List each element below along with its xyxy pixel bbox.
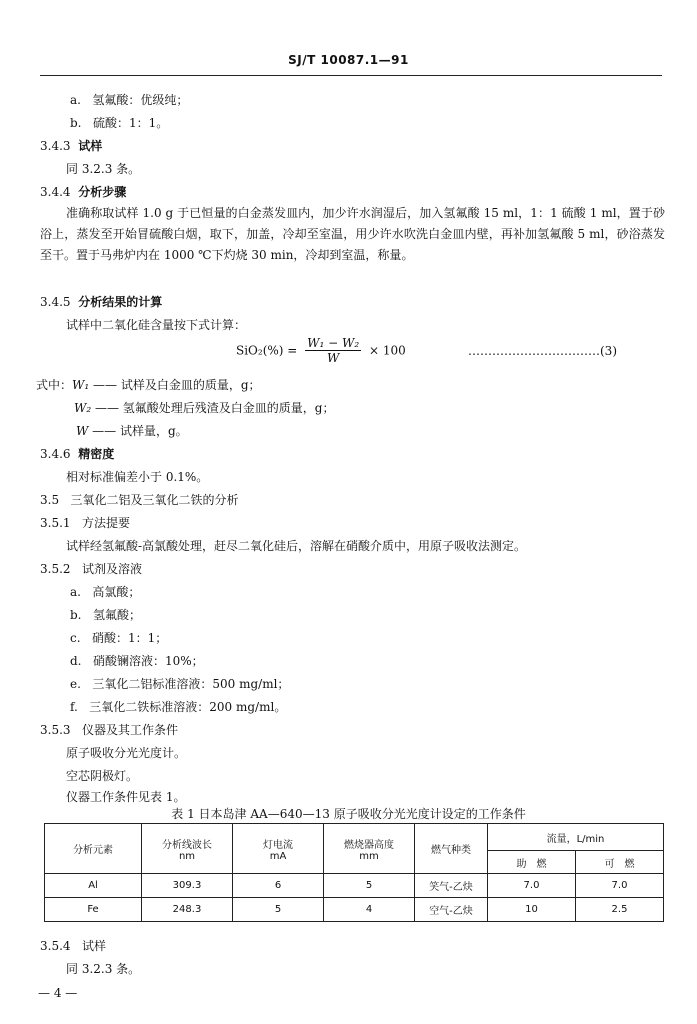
section-body: 相对标准偏差小于 0.1%。 <box>66 470 209 484</box>
section-body: 仪器工作条件见表 1。 <box>66 790 186 804</box>
column-header: 燃烧器高度 mm <box>324 824 415 874</box>
section-heading: 3.5 三氧化二铝及三氧化二铁的分析 <box>40 493 239 507</box>
variable-definition: W —— 试样量，g。 <box>76 424 188 438</box>
formula: SiO₂(%) = $\frac{\text{W₁ − W₂}}{W}$ × 100 <box>236 336 406 365</box>
section-body: 原子吸收分光光度计。 <box>66 746 187 760</box>
variable-definition: 式中：W₁ —— 试样及白金皿的质量，g； <box>36 378 261 392</box>
column-header: 灯电流 mA <box>233 824 324 874</box>
list-item: a. 氢氟酸：优级纯； <box>70 93 189 107</box>
column-header: 燃气种类 <box>415 824 488 874</box>
page-number: — 4 — <box>38 986 78 1000</box>
column-header: 助 燃 <box>488 851 576 874</box>
section-heading: 3.4.6 精密度 <box>40 447 115 461</box>
column-header: 可 燃 <box>576 851 664 874</box>
section-heading: 3.4.5 分析结果的计算 <box>40 295 163 309</box>
section-heading: 3.4.4 分析步骤 <box>40 185 127 199</box>
section-heading: 3.4.3 试样 <box>40 139 103 153</box>
list-item: b. 硫酸：1：1。 <box>70 116 169 130</box>
working-conditions-table <box>44 823 664 922</box>
formula-number: ……………………………(3) <box>468 344 617 358</box>
section-body: 试样经氢氟酸-高氯酸处理，赶尽二氧化硅后，溶解在硝酸介质中，用原子吸收法测定。 <box>66 539 527 553</box>
column-header: 分析线波长 nm <box>142 824 233 874</box>
section-body: 同 3.2.3 条。 <box>66 162 141 176</box>
list-item: e. 三氧化二铝标准溶液：500 mg/ml； <box>70 677 290 691</box>
section-body: 空芯阴极灯。 <box>66 769 139 783</box>
list-item: a. 高氯酸； <box>70 585 141 599</box>
section-body: 同 3.2.3 条。 <box>66 962 141 976</box>
list-item: c. 硝酸：1：1； <box>70 631 168 645</box>
list-item: b. 氢氟酸； <box>70 608 141 622</box>
list-item: d. 硝酸镧溶液：10%； <box>70 654 204 668</box>
table-row: Al 309.3 6 5 笑气-乙炔 7.0 7.0 <box>45 874 664 898</box>
formula-fraction: $\frac{\text{W₁ − W₂}}{W}$ <box>307 336 360 365</box>
table-row: Fe 248.3 5 4 空气-乙炔 10 2.5 <box>45 898 664 922</box>
section-heading: 3.5.4 试样 <box>40 939 107 953</box>
list-item: f. 三氧化二铁标准溶液：200 mg/ml。 <box>70 700 287 714</box>
column-header: 流量，L/min <box>488 824 664 851</box>
section-heading: 3.5.1 方法提要 <box>40 516 131 530</box>
calc-intro: 试样中二氧化硅含量按下式计算： <box>66 318 247 332</box>
section-heading: 3.5.3 仪器及其工作条件 <box>40 723 179 737</box>
table-caption: 表 1 日本岛津 AA—640—13 原子吸收分光光度计设定的工作条件 <box>171 807 526 821</box>
header-rule <box>40 75 662 76</box>
variable-definition: W₂ —— 氢氟酸处理后残渣及白金皿的质量，g； <box>74 401 335 415</box>
procedure-paragraph: 准确称取试样 1.0 g 于已恒量的白金蒸发皿内，加少许水润湿后，加入氢氟酸 15 ml，1：1 硫酸 1 ml，置于砂浴上，蒸发至开始冒硫酸白烟，取下，加盖，冷却至室温，用少许水吹洗白金皿内壁，再补加氢氟酸 5 ml，砂浴蒸发至干。置于马弗炉内在 1000 ℃下灼烧 30 min，冷却到室温，称量。 <box>40 206 665 262</box>
standard-code-header: SJ/T 10087.1—91 <box>288 53 409 67</box>
column-header: 分析元素 <box>45 824 142 874</box>
section-heading: 3.5.2 试剂及溶液 <box>40 562 143 576</box>
